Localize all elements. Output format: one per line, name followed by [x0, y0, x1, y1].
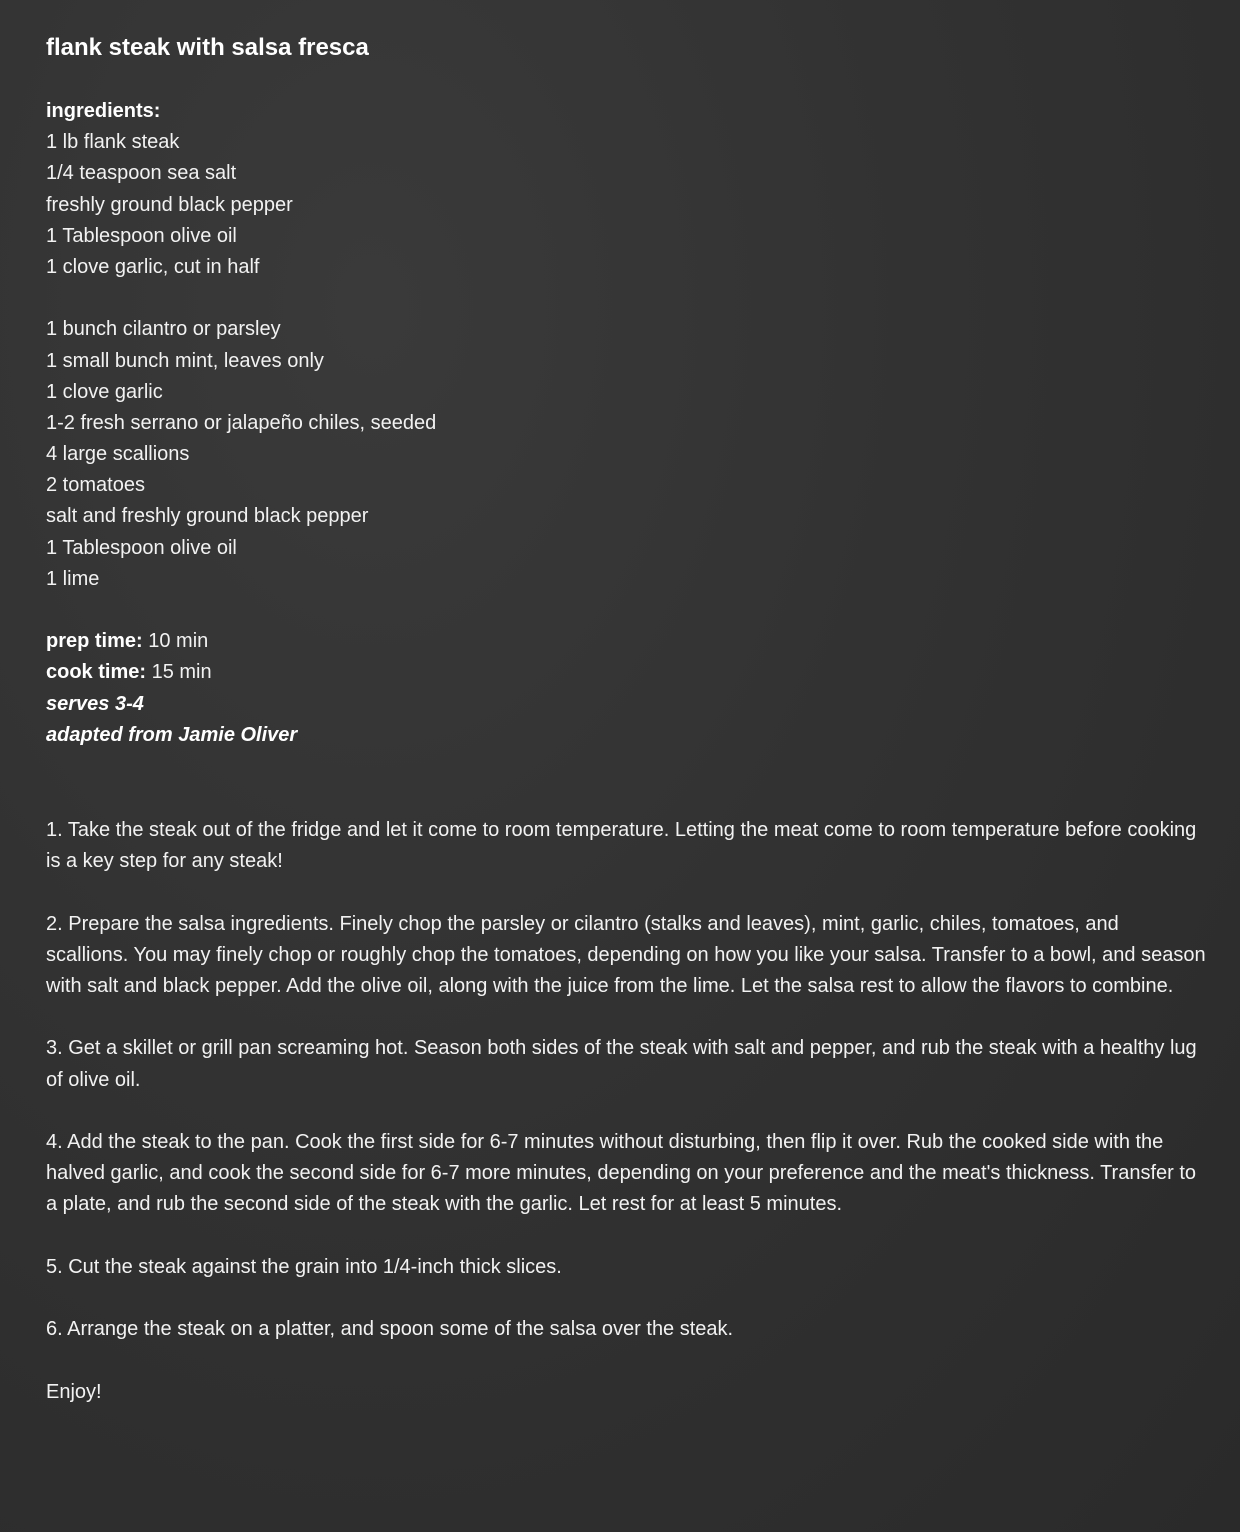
- salsa-ingredient-item: 1-2 fresh serrano or jalapeño chiles, seeded: [46, 411, 437, 434]
- salsa-ingredient-item: 4 large scallions: [46, 443, 190, 466]
- prep-time-value: 10 min: [148, 630, 209, 653]
- instruction-step: 1. Take the steak out of the fridge and let it come to room temperature. Letting the meat come to room temperature before cooking is a key step for any steak!: [46, 819, 1197, 873]
- ingredient-item: 1 clove garlic, cut in half: [46, 255, 260, 278]
- instruction-step: 2. Prepare the salsa ingredients. Finely chop the parsley or cilantro (stalks and leaves), mint, garlic, chiles, tomatoes, and scallions. You may finely chop or roughly chop the tomatoes, depending on how you like your salsa. Transfer to a bowl, and season with salt and black pepper. Add the olive oil, along with the juice from the lime. Let the salsa rest to allow the flavors to combine.: [46, 912, 1206, 997]
- instruction-step: 6. Arrange the steak on a platter, and spoon some of the salsa over the steak.: [46, 1318, 734, 1341]
- closing-text: Enjoy!: [46, 1380, 102, 1403]
- salsa-ingredient-item: 1 lime: [46, 567, 100, 590]
- instruction-step: 5. Cut the steak against the grain into 1/4-inch thick slices.: [46, 1255, 562, 1278]
- instruction-step: 4. Add the steak to the pan. Cook the first side for 6-7 minutes without disturbing, then flip it over. Rub the cooked side with the halved garlic, and cook the second side for 6-7 more minutes, depending on your preference and the meat's thickness. Transfer to a plate, and rub the second side of the steak with the garlic. Let rest for at least 5 minutes.: [46, 1130, 1197, 1216]
- ingredients-section: [46, 96, 1206, 751]
- prep-time: [46, 626, 1206, 657]
- ingredient-item: 1/4 teaspoon sea salt: [46, 162, 237, 185]
- salsa-ingredient-item: 1 bunch cilantro or parsley: [46, 318, 281, 341]
- ingredient-item: 1 lb flank steak: [46, 131, 180, 154]
- salsa-ingredient-item: 2 tomatoes: [46, 474, 145, 497]
- section-spacer: [46, 283, 1206, 314]
- instruction-step: 3. Get a skillet or grill pan screaming hot. Season both sides of the steak with salt and pepper, and rub the steak with a healthy lug of olive oil.: [46, 1037, 1197, 1091]
- ingredient-item: 1 Tablespoon olive oil: [46, 224, 237, 247]
- ingredients-heading: ingredients:: [46, 100, 161, 122]
- ingredient-item: freshly ground black pepper: [46, 193, 293, 216]
- serves-info: serves 3-4: [46, 692, 144, 715]
- adapted-from: adapted from Jamie Oliver: [46, 723, 298, 746]
- cook-time-value: 15 min: [151, 661, 212, 684]
- section-spacer: [46, 595, 1206, 626]
- salsa-ingredient-item: 1 Tablespoon olive oil: [46, 536, 237, 559]
- prep-time-label: prep time:: [46, 630, 143, 653]
- instructions-section: [46, 815, 1206, 1408]
- salsa-ingredient-item: 1 small bunch mint, leaves only: [46, 349, 324, 372]
- salsa-ingredient-item: salt and freshly ground black pepper: [46, 505, 369, 528]
- cook-time-label: cook time:: [46, 661, 147, 684]
- cook-time: [46, 657, 1206, 688]
- salsa-ingredient-item: 1 clove garlic: [46, 380, 163, 403]
- recipe-title: flank steak with salsa fresca: [46, 34, 369, 61]
